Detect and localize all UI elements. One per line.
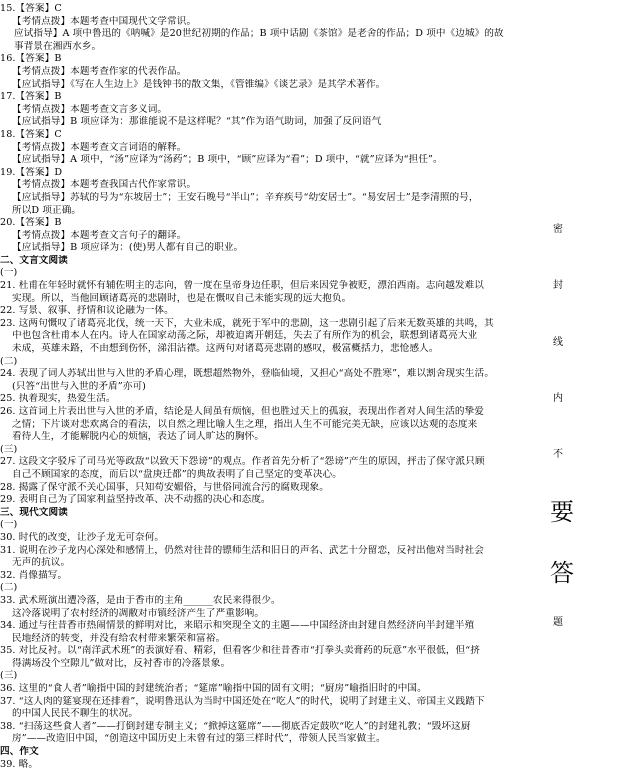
q34-line2: 民地经济的转变，并没有给农村带来繁荣和富裕。 [12, 632, 226, 644]
q38-line2: 房”——改造旧中国，“创造这中国历史上未曾有过的第三样时代”，带领人民当家做主。 [12, 733, 386, 745]
q20-point: 【考情点拨】本题考查文言句子的翻译。 [12, 229, 187, 241]
q37-line1: 37. “这人肉的筵宴现在还排着”，说明鲁迅认为当时中国还处在“吃人”的时代，说明了封建主义、帝国主义践踏下 [0, 695, 485, 707]
q30: 30. 时代的改变，让沙子龙无可奈何。 [0, 531, 165, 543]
subsection-1: (一) [0, 267, 18, 279]
sidebar-char-da: 答 [550, 559, 574, 587]
q26-line1: 26. 这首词上片表出世与入世的矛盾，结论是人间虽有烦恼，但也胜过天上的孤寂，表现出作者对人间生活的挚爱 [0, 406, 485, 417]
q31-line1: 31. 说明在沙子龙内心深处和感情上，仍然对往昔的镖师生活和旧日的声名、武艺十分留恋，反衬出他对当时社会 [0, 544, 485, 556]
q19-answer: 19.【答案】D [0, 166, 63, 178]
subsection-1b: (一) [0, 519, 18, 531]
section-modern-reading: 三、现代文阅读 [0, 506, 68, 518]
q16-point: 【考情点拨】本题考查作家的代表作品。 [12, 65, 187, 77]
q19-point: 【考情点拨】本题考查我国古代作家常识。 [12, 179, 197, 191]
answer-document [0, 3, 540, 771]
section-composition: 四、作文 [0, 746, 39, 758]
q26-line2: 之情；下片谈对悲欢离合的看法，以自然之理比喻人生之理，指出人生不可能完美无缺，应该以达观的态度来 [12, 418, 478, 430]
q21-line1: 21. 杜甫在年轻时就怀有辅佐明主的志向，曾一度在皇帝身边任职，但后来因党争被贬，漂泊西南。志向越发难以 [0, 280, 485, 292]
q18-answer: 18.【答案】C [0, 128, 62, 140]
subsection-2: (二) [0, 355, 18, 367]
q17-point: 【考情点拨】本题考查文言多义词。 [12, 103, 168, 115]
q25: 25. 执着现实，热爱生活。 [0, 393, 116, 405]
q15-guide: 应试指导】A 项中鲁迅的《呐喊》是20世纪初期的作品；B 项中话剧《茶馆》是老舍的作品；D 项中《边城》的故 [14, 28, 504, 40]
subsection-2b: (二) [0, 582, 18, 594]
subsection-3: (三) [0, 443, 18, 455]
q23-line2: 中也包含杜甫本人在内。诗人在国家动荡之际，却被迫离开朝廷，失去了有所作为的机会，联想到诸葛亮大业 [12, 330, 478, 342]
q21-line2: 实现。所以，当他回顾诸葛亮的悲剧时，也是在慨叹自己未能实现的远大抱负。 [12, 292, 352, 304]
sidebar-char-feng: 封 [553, 280, 563, 291]
q33-line1: 33. 武术班演出遭冷落，是由于香市的主角______农民来得很少。 [0, 594, 281, 606]
q17-guide: 【应试指导】B 项应译为：那谁能说不是这样呢？“其”作为语气助词，加强了反问语气 [12, 116, 382, 128]
q23-line1: 23. 这两句慨叹了诸葛亮北伐，统一天下，大业未成，就死于军中的悲剧，这一悲剧引起了后来无数英雄的共鸣，其 [0, 317, 494, 329]
q15-guide-cont: 事背景在湘西水乡。 [14, 40, 102, 52]
q15-point: 【考情点拨】本题考查中国现代文学常识。 [12, 15, 197, 27]
q27-line1: 27. 这段文字驳斥了司马光等政敌“以致天下怨谤”的观点。作者首先分析了“怨谤”产生的原因，抨击了保守派只顾 [0, 456, 485, 468]
sidebar-char-bu: 不 [553, 449, 563, 460]
q32: 32. 肖像描写。 [0, 569, 68, 581]
q20-guide: 【应试指导】B 项应译为：(使)男人都有自己的职业。 [12, 242, 244, 254]
q23-line3: 未成，英雄未路，不由想到伤怀，涕泪沾襟。这两句对诸葛亮悲剧的感叹，极富概括力，悲怆感人。 [12, 343, 439, 355]
q15-answer: 15.【答案】C [0, 3, 62, 14]
q27-line2: 自己不顾国家的态度，而后以“盘庚迁都”的典故表明了自己坚定的变革决心。 [12, 468, 342, 480]
q34-line1: 34. 通过与往昔香市热闹情景的鲜明对比，来昭示和突现全文的主题——中国经济由封建自然经济向半封建半殖 [0, 620, 475, 632]
q35-line1: 35. 对比反衬。以“南洋武术班”的表演好看、精彩，但看客少和往昔香市“打拳头卖膏药的玩意”水平很低，但“挤 [0, 645, 480, 657]
q36: 36. 这里的“食人者”喻指中国的封建统治者；“筵席”喻指中国的固有文明；“厨房”喻指旧时的中国。 [0, 683, 427, 695]
q22: 22. 写景、叙事、抒情和议论融为一体。 [0, 305, 174, 317]
q20-answer: 20.【答案】B [0, 217, 62, 229]
section-classical-reading: 二、文言文阅读 [0, 254, 68, 266]
q18-point: 【考情点拨】本题考查文言词语的解释。 [12, 141, 187, 153]
sidebar-char-mi: 密 [553, 224, 563, 235]
q19-guide: 【应试指导】苏轼的号为“东坡居士”；王安石晚号“半山”；辛弃疾号“幼安居士”。“易安居士”是李清照的号， [12, 191, 479, 203]
q31-line2: 无声的抗议。 [12, 557, 71, 569]
q26-line3: 看待人生，才能解脱内心的烦恼，表达了词人旷达的胸怀。 [12, 431, 265, 443]
q24-line1: 24. 表现了词人苏轼出世与入世的矛盾心理，既想超然物外，登临仙境，又担心“高处不胜寒”，难以割舍现实生活。 [0, 368, 495, 380]
q18-guide: 【应试指导】A 项中，“汤”应译为“汤药”；B 项中，“顾”应译为“看”；D 项中，“就”应译为“担任”。 [12, 154, 443, 166]
q38-line1: 38. “扫荡这些食人者”——打倒封建专制主义；“掀掉这筵席”——彻底否定鼓吹“吃人”的封建礼教；“毁坏这厨 [0, 720, 471, 732]
sidebar-char-xian: 线 [553, 337, 563, 348]
q16-guide: 【应试指导】《写在人生边上》是钱钟书的散文集，《管锥编》《谈艺录》是其学术著作。 [12, 78, 386, 90]
q39: 39. 略。 [0, 758, 39, 770]
q37-line2: 的中国人民民不聊生的状况。 [12, 708, 139, 720]
sidebar-char-yao: 要 [550, 498, 574, 526]
q19-guide-cont: 所以D 项正确。 [12, 204, 82, 216]
subsection-3b: (三) [0, 670, 18, 682]
q35-line2: 得满场没个空隙儿”做对比，反衬香市的冷落景象。 [12, 657, 231, 669]
q29: 29. 表明自己为了国家利益坚持改革、决不动摇的决心和态度。 [0, 494, 271, 506]
sidebar-char-nei: 内 [553, 393, 563, 404]
q33-line2: 这冷落说明了农村经济的凋敝对市镇经济产生了严重影响。 [12, 607, 265, 619]
sidebar-char-ti: 题 [553, 617, 563, 628]
q24-line2: (只答“出世与入世的矛盾”亦可) [12, 380, 147, 392]
q28: 28. 揭露了保守派不关心国事，只知苟安媚俗，与世俗同流合污的腐败现象。 [0, 481, 329, 493]
q16-answer: 16.【答案】B [0, 53, 62, 65]
q17-answer: 17.【答案】B [0, 91, 62, 103]
